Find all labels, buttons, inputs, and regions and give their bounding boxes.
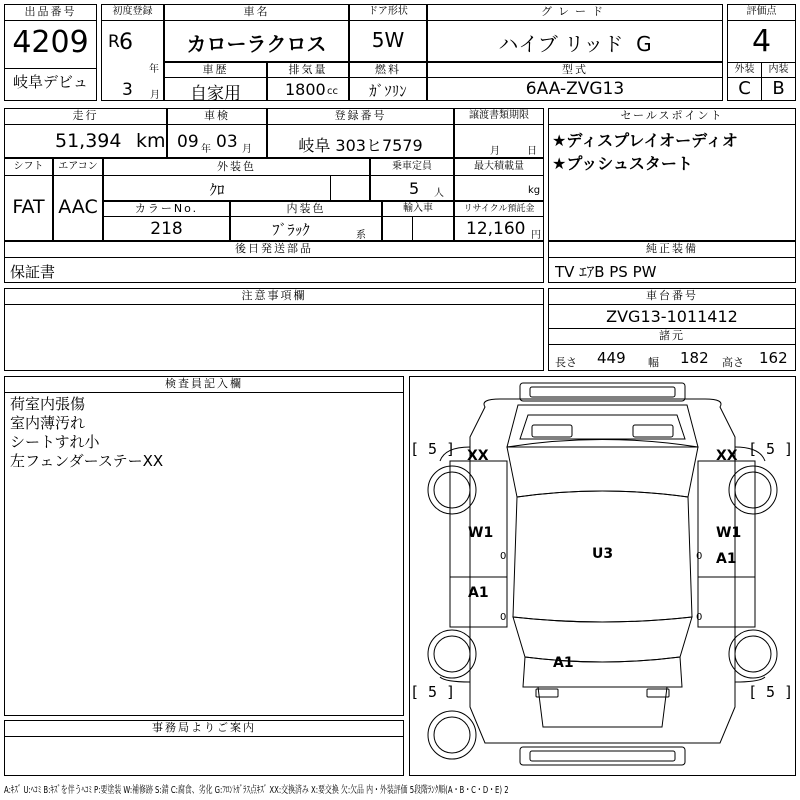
- door-type: 5W: [371, 28, 405, 52]
- aircon-label: エアコン: [58, 161, 98, 172]
- fuel: ｶﾞｿﾘﾝ: [369, 82, 407, 100]
- aircon: AAC: [58, 196, 98, 218]
- capacity: 5: [409, 179, 420, 198]
- first-registration-label: 初度登録: [112, 6, 153, 17]
- notes-label: 注意事項欄: [241, 289, 307, 302]
- damage-roof: U3: [592, 546, 614, 562]
- mileage-unit: km: [136, 130, 166, 152]
- inspection-month-unit: 月: [242, 144, 252, 155]
- tire-left-rear: [ 5 ]: [410, 683, 456, 701]
- height: 162: [759, 349, 788, 367]
- inspector-note-4: 左フェンダーステーXX: [10, 452, 164, 470]
- length: 449: [597, 349, 626, 367]
- exterior-score-label: 外装: [734, 64, 755, 75]
- length-label: 長さ: [555, 356, 577, 369]
- import-label: 輸入車: [403, 203, 433, 214]
- shift-label: シフト: [13, 161, 44, 172]
- sales-point-2: ★プッシュスタート: [552, 154, 693, 173]
- inspection-label: 車検: [204, 109, 230, 122]
- inspector-note-3: シートすれ小: [10, 433, 100, 451]
- legend: A:ｷｽﾞ U:ﾍｺﾐ B:ｷｽﾞを伴うﾍｺﾐ P:要塗装 W:補修跡 S:錆 C:腐食、劣化 G:ﾌﾛﾝﾄｶﾞﾗｽ点ｷｽﾞ XX:交換済み X:要交換 欠:欠品 内・外装評価 5段階ﾗﾝｸ順(A・B・C・D・E) 2: [4, 785, 509, 796]
- transfer-month-unit: 月: [490, 146, 500, 157]
- lot-number: 4209: [12, 25, 89, 60]
- recycle-unit: 円: [531, 230, 541, 241]
- first-registration-month: 3: [122, 80, 133, 100]
- exterior-score: C: [738, 78, 751, 99]
- shift: FAT: [12, 196, 45, 218]
- damage-right-front-door-sub: 0: [696, 551, 703, 562]
- damage-rear: A1: [553, 655, 574, 671]
- interior-color-label: 内装色: [286, 202, 326, 215]
- sales-points-label: セールスポイント: [620, 109, 724, 122]
- width-label: 幅: [648, 356, 659, 369]
- registration-number: 岐阜 303ヒ7579: [298, 136, 423, 155]
- year-unit: 年: [149, 64, 159, 75]
- max-load-label: 最大積載量: [474, 161, 524, 172]
- tire-right-rear: [ 5 ]: [748, 683, 794, 701]
- lot-label: 出品番号: [24, 5, 77, 18]
- color-no-label: カラーNo.: [134, 202, 199, 215]
- chassis-number: ZVG13-1011412: [606, 307, 738, 326]
- registration-label: 登録番号: [334, 109, 387, 122]
- inspector-note-2: 室内薄汚れ: [10, 414, 86, 432]
- damage-front-right: XX: [716, 448, 738, 464]
- tire-right-front: [ 5 ]: [748, 440, 794, 458]
- color-no: 218: [150, 219, 183, 239]
- transfer-day-unit: 日: [527, 146, 537, 157]
- tire-left-front: [ 5 ]: [410, 440, 456, 458]
- exterior-color: ｸﾛ: [209, 181, 225, 199]
- damage-front-left: XX: [467, 448, 489, 464]
- model-label: 型式: [562, 63, 588, 76]
- recycle-label: リサイクル預託金: [463, 204, 535, 214]
- inspection-month: 03: [216, 132, 238, 152]
- damage-left-rear-door-sub: 0: [500, 612, 507, 623]
- history-label: 車歴: [202, 63, 229, 76]
- fuel-label: 燃料: [375, 63, 401, 76]
- overall-score: 4: [751, 24, 772, 59]
- grade: ハイブ リッド G: [498, 32, 652, 56]
- recycle-fee: 12,160: [466, 219, 526, 239]
- history: 自家用: [190, 84, 241, 104]
- displacement-label: 排気量: [288, 63, 328, 76]
- displacement: 1800: [285, 80, 326, 99]
- exterior-color-label: 外装色: [217, 160, 256, 173]
- chassis-label: 車台番号: [646, 289, 698, 302]
- grade-label: グレード: [541, 5, 609, 18]
- genuine-equipment: TV ｴｱB PS PW: [555, 263, 657, 281]
- interior-score-label: 内装: [768, 64, 789, 75]
- interior-color-unit: 系: [356, 230, 366, 241]
- inspector-note-1: 荷室内張傷: [10, 395, 86, 413]
- venue: 岐阜デビュ: [12, 73, 88, 91]
- month-unit: 月: [150, 90, 160, 101]
- damage-right-front-door: W1: [716, 525, 742, 541]
- damage-right-front-door-a: A1: [716, 551, 737, 567]
- damage-left-front-door-sub: 0: [500, 551, 507, 562]
- displacement-unit: cc: [327, 86, 338, 97]
- car-name: カローラクロス: [186, 32, 327, 56]
- door-label: ドア形状: [368, 6, 408, 17]
- capacity-label: 乗車定員: [392, 161, 432, 172]
- interior-color: ﾌﾞﾗｯｸ: [272, 221, 310, 239]
- inspector-notes-label: 検査員記入欄: [165, 377, 243, 390]
- damage-left-rear-door: A1: [468, 585, 489, 601]
- specs-label: 諸元: [659, 329, 685, 342]
- office-message-label: 事務局よりご案内: [152, 721, 256, 734]
- mileage: 51,394: [55, 130, 122, 152]
- max-load-unit: kg: [528, 185, 541, 196]
- damage-left-front-door: W1: [468, 525, 494, 541]
- car-name-label: 車名: [243, 5, 270, 18]
- score-label: 評価点: [746, 6, 777, 17]
- car-outline: [410, 377, 795, 775]
- width: 182: [680, 349, 709, 367]
- inspection-year-unit: 年: [201, 144, 211, 155]
- condition-diagram: [409, 376, 796, 776]
- later-parts-label: 後日発送部品: [235, 242, 313, 255]
- mileage-label: 走行: [72, 109, 99, 122]
- later-parts: 保証書: [10, 263, 56, 281]
- model-code: 6AA-ZVG13: [525, 79, 625, 99]
- height-label: 高さ: [722, 356, 744, 369]
- inspection-year: 09: [177, 132, 199, 152]
- era-letter: R: [108, 32, 120, 52]
- first-registration-year: 6: [119, 30, 133, 55]
- transfer-label: 譲渡書類期限: [469, 110, 529, 121]
- capacity-unit: 人: [434, 188, 444, 199]
- sales-point-1: ★ディスプレイオーディオ: [552, 131, 738, 150]
- genuine-equipment-label: 純正装備: [646, 242, 698, 255]
- damage-right-rear-door-sub: 0: [696, 612, 703, 623]
- interior-score: B: [772, 78, 785, 99]
